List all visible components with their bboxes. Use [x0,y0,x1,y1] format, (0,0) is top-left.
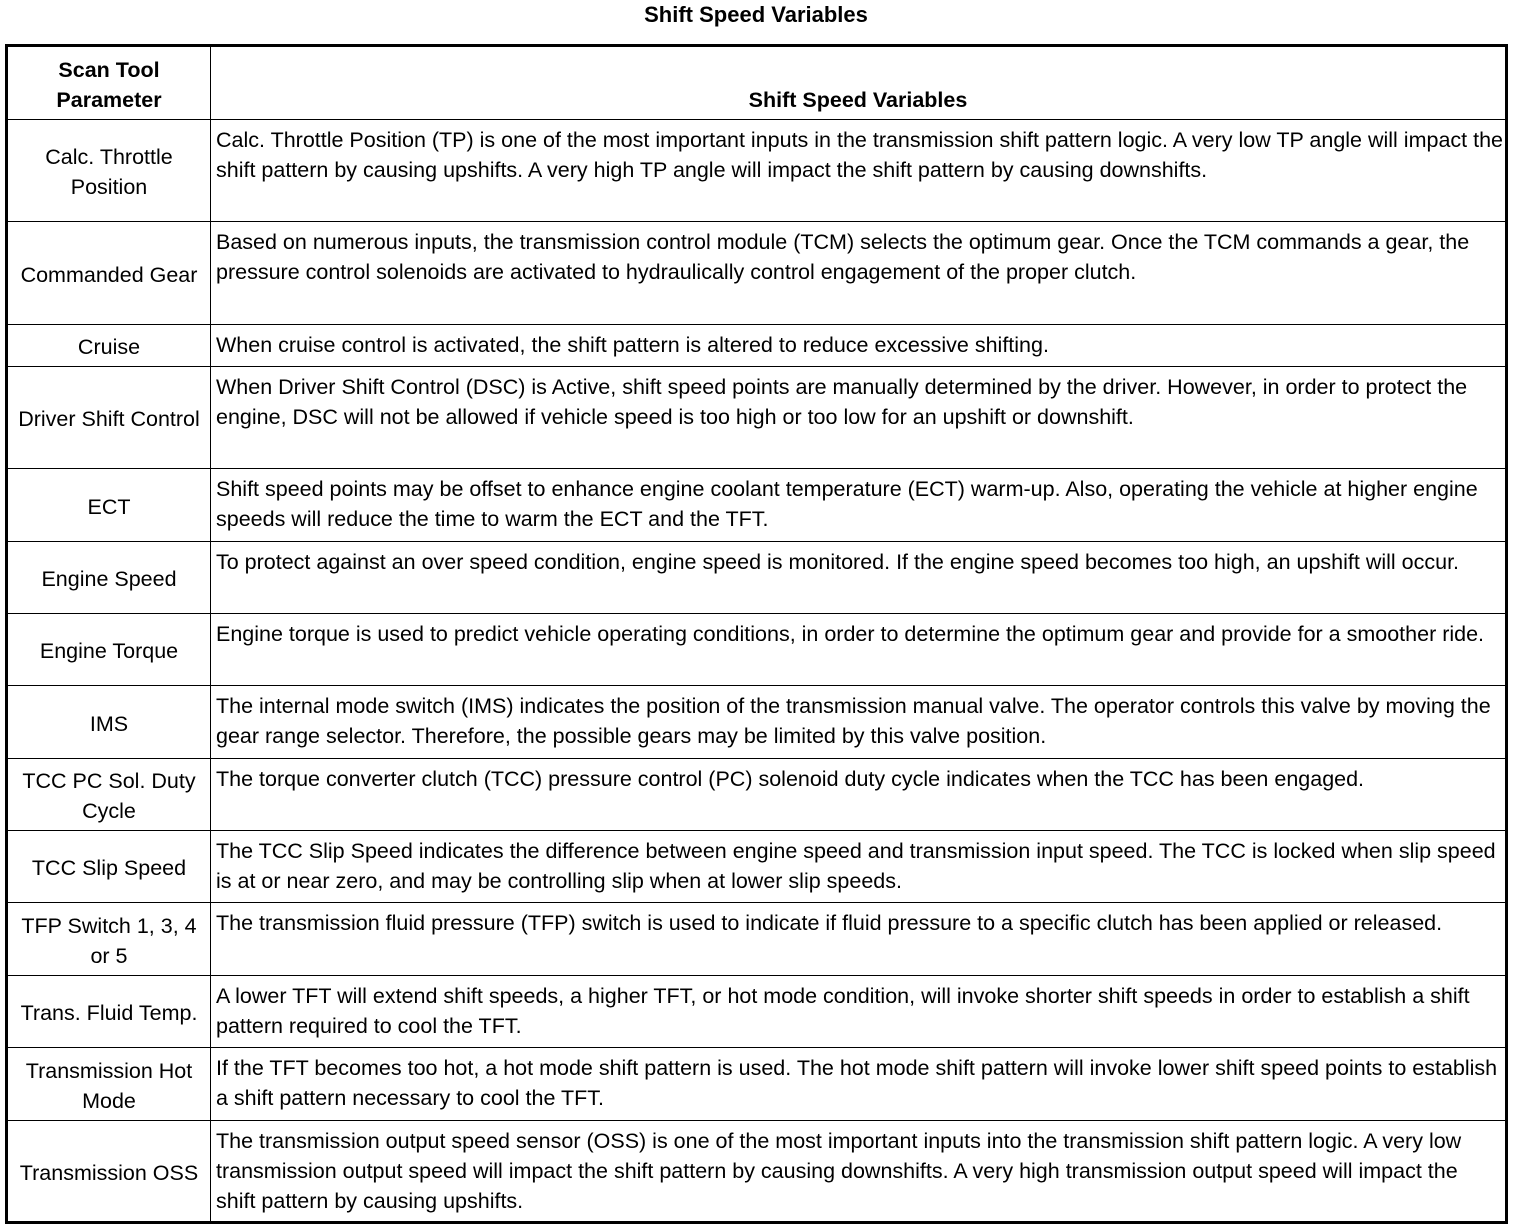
table-row [7,325,1507,367]
description-cell: The internal mode switch (IMS) indicates the position of the transmission manual valve. The operator controls this valve by moving the gear range selector. Therefore, the possible gears may be limited by this valve position. [211,686,1507,759]
table-row [7,222,1507,325]
parameter-cell: Trans. Fluid Temp. [7,976,211,1048]
parameter-cell: TFP Switch 1, 3, 4 or 5 [7,903,211,976]
description-cell: The torque converter clutch (TCC) pressure control (PC) solenoid duty cycle indicates when the TCC has been engaged. [211,759,1507,831]
description-cell: Shift speed points may be offset to enhance engine coolant temperature (ECT) warm-up. Also, operating the vehicle at higher engine speeds will reduce the time to warm the ECT and the TFT. [211,469,1507,542]
table-row [7,903,1507,976]
table-row [7,831,1507,903]
description-cell: The transmission output speed sensor (OSS) is one of the most important inputs into the transmission shift pattern logic. A very low transmission output speed will impact the shift pattern by causing downshifts. A very high transmission output speed will impact the shift pattern by causing upshifts. [211,1121,1507,1223]
parameter-cell: Calc. Throttle Position [7,120,211,222]
parameter-cell: Cruise [7,325,211,367]
description-cell: The TCC Slip Speed indicates the difference between engine speed and transmission input speed. The TCC is locked when slip speed is at or near zero, and may be controlling slip when at lower slip speeds. [211,831,1507,903]
table-row [7,1121,1507,1223]
description-cell: Engine torque is used to predict vehicle operating conditions, in order to determine the optimum gear and provide for a smoother ride. [211,614,1507,686]
description-cell: If the TFT becomes too hot, a hot mode shift pattern is used. The hot mode shift pattern will invoke lower shift speed points to establish a shift pattern necessary to cool the TFT. [211,1048,1507,1121]
parameter-cell: Engine Torque [7,614,211,686]
table-row [7,367,1507,469]
description-cell: The transmission fluid pressure (TFP) switch is used to indicate if fluid pressure to a specific clutch has been applied or released. [211,903,1507,976]
column-header-scan-tool-parameter: Scan Tool Parameter [7,46,211,120]
description-cell: Based on numerous inputs, the transmission control module (TCM) selects the optimum gear. Once the TCM commands a gear, the pressure control solenoids are activated to hydraulically control engagement of the proper clutch. [211,222,1507,325]
parameter-cell: Driver Shift Control [7,367,211,469]
table-row [7,469,1507,542]
description-cell: Calc. Throttle Position (TP) is one of the most important inputs in the transmission shift pattern logic. A very low TP angle will impact the shift pattern by causing upshifts. A very high TP angle will impact the shift pattern by causing downshifts. [211,120,1507,222]
table-row [7,120,1507,222]
page-title: Shift Speed Variables [644,2,868,27]
table-row [7,614,1507,686]
parameter-cell: Engine Speed [7,542,211,614]
parameter-cell: TCC Slip Speed [7,831,211,903]
table-row [7,976,1507,1048]
description-cell: A lower TFT will extend shift speeds, a higher TFT, or hot mode condition, will invoke shorter shift speeds in order to establish a shift pattern required to cool the TFT. [211,976,1507,1048]
table-header-row [7,46,1507,120]
description-cell: When Driver Shift Control (DSC) is Active, shift speed points are manually determined by the driver. However, in order to protect the engine, DSC will not be allowed if vehicle speed is too high or too low for an upshift or downshift. [211,367,1507,469]
table-row [7,686,1507,759]
table-row [7,759,1507,831]
parameter-cell: TCC PC Sol. Duty Cycle [7,759,211,831]
table-row [7,542,1507,614]
description-cell: To protect against an over speed condition, engine speed is monitored. If the engine speed becomes too high, an upshift will occur. [211,542,1507,614]
parameter-cell: Transmission Hot Mode [7,1048,211,1121]
parameter-cell: IMS [7,686,211,759]
table-row [7,1048,1507,1121]
shift-speed-variables-table [5,44,1508,1224]
parameter-cell: ECT [7,469,211,542]
parameter-cell: Commanded Gear [7,222,211,325]
column-header-shift-speed-variables: Shift Speed Variables [211,46,1507,120]
description-cell: When cruise control is activated, the shift pattern is altered to reduce excessive shifting. [211,325,1507,367]
parameter-cell: Transmission OSS [7,1121,211,1223]
